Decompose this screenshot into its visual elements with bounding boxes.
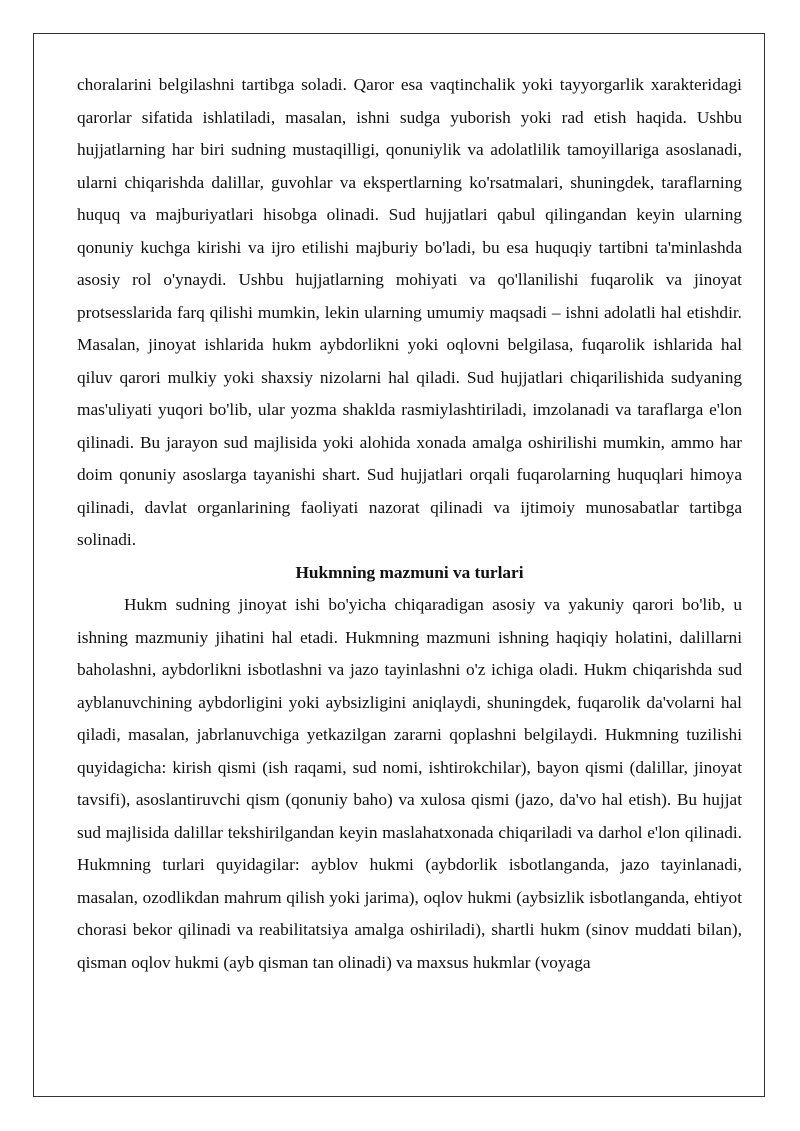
section-heading: Hukmning mazmuni va turlari (295, 562, 524, 582)
document-body (77, 69, 742, 979)
body-paragraph: Hukm sudning jinoyat ishi bo'yicha chiqaradigan asosiy va yakuniy qarori bo'lib, u ishning mazmuniy jihatini hal etadi. Hukmning mazmuni ishning haqiqiy holatini, dalillarni baholashni, aybdorlikni isbotlashni va jazo tayinlashni o'z ichiga oladi. Hukm chiqarishda sud ayblanuvchining aybdorligini yoki aybsizligini aniqlaydi, shuningdek, fuqarolik da'volarni hal qiladi, masalan, jabrlanuvchiga yetkazilgan zararni qoplashni belgilaydi. Hukmning tuzilishi quyidagicha: kirish qismi (ish raqami, sud nomi, ishtirokchilar), bayon qismi (dalillar, jinoyat tavsifi), asoslantiruvchi qism (qonuniy baho) va xulosa qismi (jazo, da'vo hal etish). Bu hujjat sud majlisida dalillar tekshirilgandan keyin maslahatxonada chiqariladi va darhol e'lon qilinadi. Hukmning turlari quyidagilar: ayblov hukmi (aybdorlik isbotlanganda, jazo tayinlanadi, masalan, ozodlikdan mahrum qilish yoki jarima), oqlov hukmi (aybsizlik isbotlanganda, ehtiyot chorasi bekor qilinadi va reabilitatsiya amalga oshiriladi), shartli hukm (sinov muddati bilan), qisman oqlov hukmi (ayb qisman tan olinadi) va maxsus hukmlar (voyaga (77, 595, 742, 972)
body-paragraph: choralarini belgilashni tartibga soladi. Qaror esa vaqtinchalik yoki tayyorgarlik xarakteridagi qarorlar sifatida ishlatiladi, masalan, ishni sudga yuborish yoki rad etish haqida. Ushbu hujjatlarning har biri sudning mustaqilligi, qonuniylik va adolatlilik tamoyillariga asoslanadi, ularni chiqarishda dalillar, guvohlar va ekspertlarning ko'rsatmalari, shuningdek, taraflarning huquq va majburiyatlari hisobga olinadi. Sud hujjatlari qabul qilingandan keyin ularning qonuniy kuchga kirishi va ijro etilishi majburiy bo'ladi, bu esa huquqiy tartibni ta'minlashda asosiy rol o'ynaydi. Ushbu hujjatlarning mohiyati va qo'llanilishi fuqarolik va jinoyat protsesslarida farq qilishi mumkin, lekin ularning umumiy maqsadi – ishni adolatli hal etishdir. Masalan, jinoyat ishlarida hukm aybdorlikni yoki oqlovni belgilasa, fuqarolik ishlarida hal qiluv qarori mulkiy yoki shaxsiy nizolarni hal qiladi. Sud hujjatlari chiqarilishida sudyaning mas'uliyati yuqori bo'lib, ular yozma shaklda rasmiylashtiriladi, imzolanadi va taraflarga e'lon qilinadi. Bu jarayon sud majlisida yoki alohida xonada amalga oshirilishi mumkin, ammo har doim qonuniy asoslarga tayanishi shart. Sud hujjatlari orqali fuqarolarning huquqlari himoya qilinadi, davlat organlarining faoliyati nazorat qilinadi va ijtimoiy munosabatlar tartibga solinadi. (77, 75, 742, 549)
